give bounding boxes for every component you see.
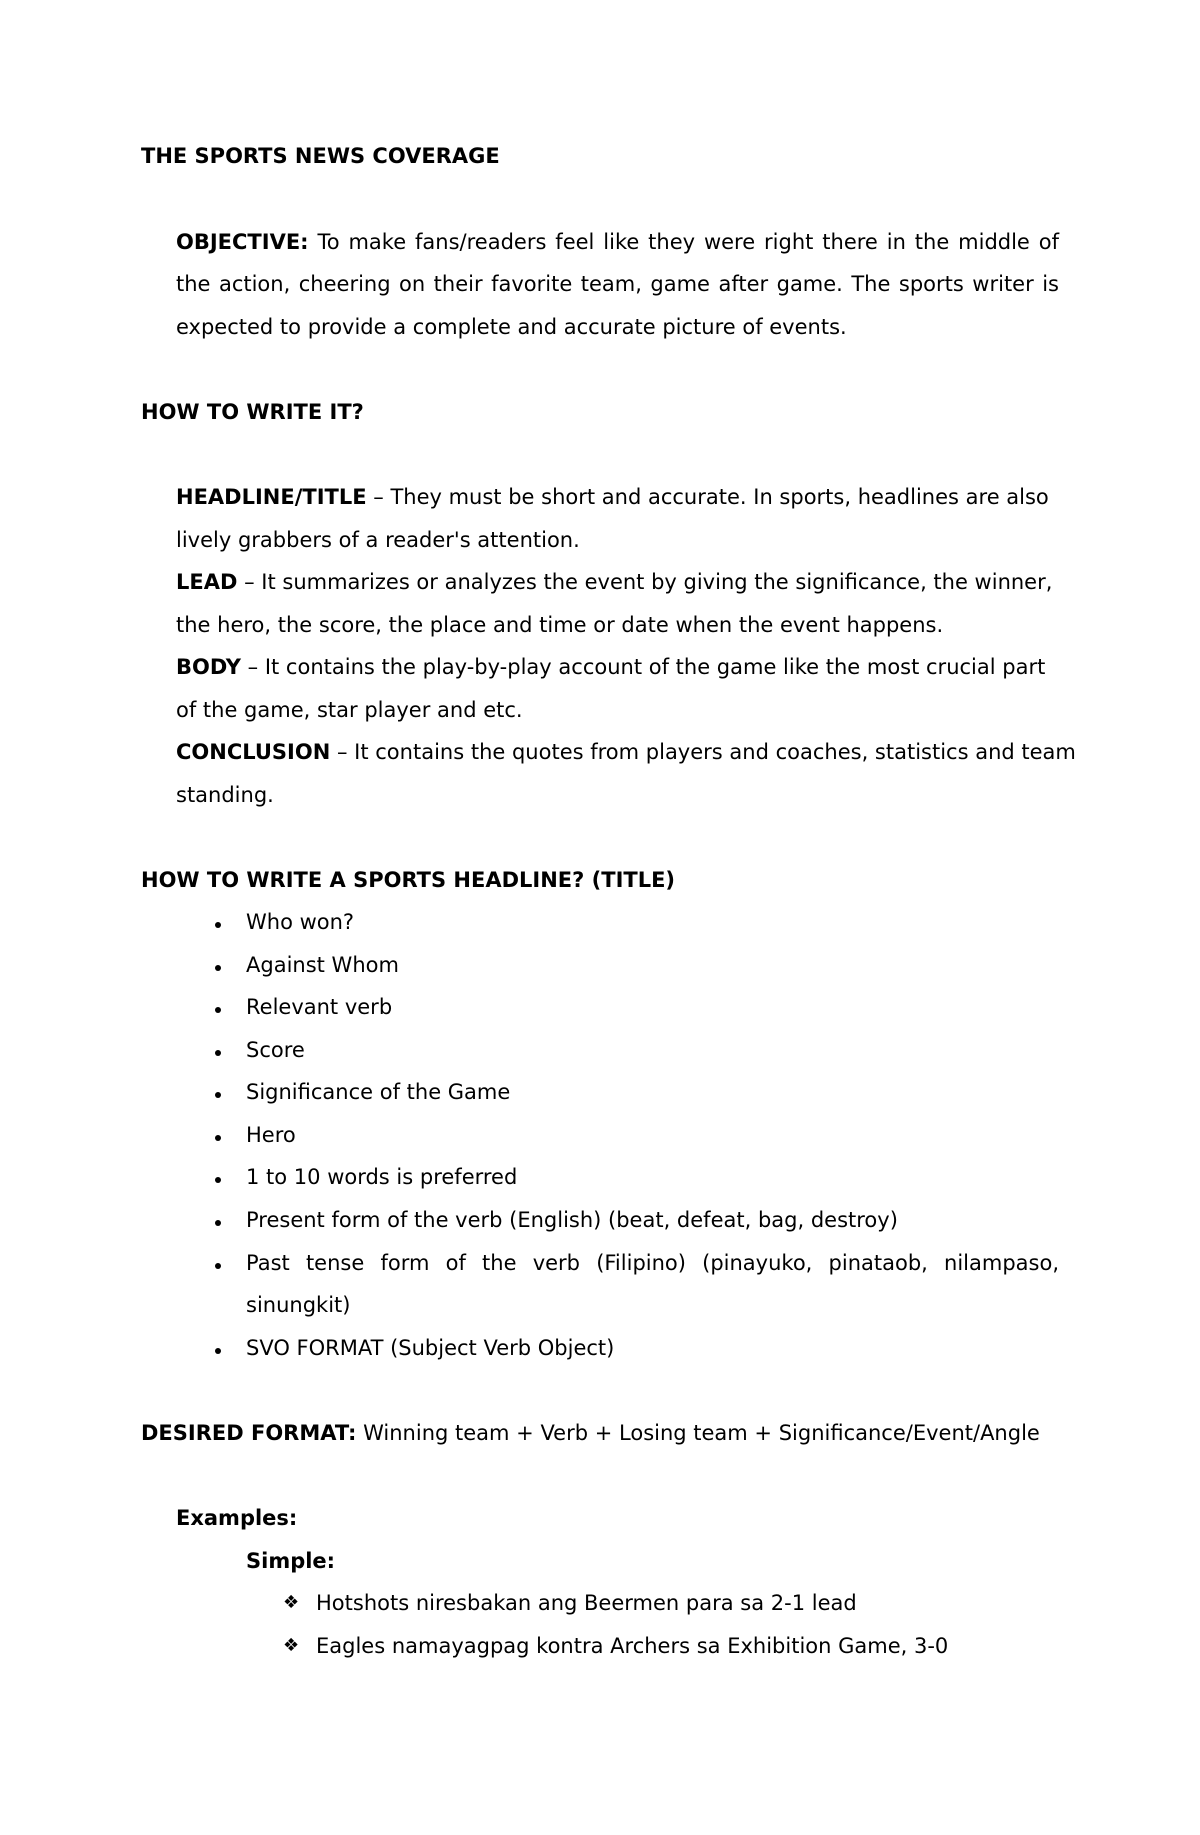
bullet-icon <box>215 1050 221 1056</box>
objective-text-1: To make fans/readers feel like they were right there in the middle of <box>317 230 1059 254</box>
simple-label: Simple: <box>246 1549 336 1573</box>
list-item: Against Whom <box>246 953 399 977</box>
conclusion-line-1 <box>176 738 1076 766</box>
bullet-icon <box>215 1092 221 1098</box>
headline-text-1: – They must be short and accurate. In sports, headlines are also <box>366 485 1049 509</box>
lead-line-2: the hero, the score, the place and time or date when the event happens. <box>176 613 944 637</box>
sports-headline-heading: HOW TO WRITE A SPORTS HEADLINE? (TITLE) <box>141 868 676 892</box>
bullet-icon <box>215 1177 221 1183</box>
how-to-write-heading: HOW TO WRITE IT? <box>141 400 364 424</box>
desired-format-line <box>141 1419 1040 1447</box>
objective-line-1 <box>176 228 1059 256</box>
examples-label: Examples: <box>176 1506 298 1530</box>
conclusion-line-2: standing. <box>176 783 274 807</box>
objective-label: OBJECTIVE: <box>176 230 309 254</box>
lead-line-1 <box>176 568 1052 596</box>
four-diamond-bullet-icon: ❖ <box>283 1635 300 1656</box>
document-title: THE SPORTS NEWS COVERAGE <box>141 144 500 168</box>
bullet-icon <box>215 922 221 928</box>
list-item: 1 to 10 words is preferred <box>246 1165 518 1189</box>
list-item-continuation: sinungkit) <box>246 1293 351 1317</box>
body-text-1: – It contains the play-by-play account of the game like the most crucial part <box>240 655 1046 679</box>
objective-line-2: the action, cheering on their favorite team, game after game. The sports writer is <box>176 272 1059 296</box>
four-diamond-bullet-icon: ❖ <box>283 1592 300 1613</box>
headline-label: HEADLINE/TITLE <box>176 485 367 509</box>
list-item: Significance of the Game <box>246 1080 511 1104</box>
headline-line-1 <box>176 483 1049 511</box>
desired-format-text: Winning team + Verb + Losing team + Significance/Event/Angle <box>356 1421 1040 1445</box>
desired-format-label: DESIRED FORMAT: <box>141 1421 357 1445</box>
list-item: Present form of the verb (English) (beat, defeat, bag, destroy) <box>246 1208 898 1232</box>
bullet-icon <box>215 1348 221 1354</box>
bullet-icon <box>215 1220 221 1226</box>
list-item: SVO FORMAT (Subject Verb Object) <box>246 1336 615 1360</box>
bullet-icon <box>215 1263 221 1269</box>
example-item: Hotshots niresbakan ang Beermen para sa 2-1 lead <box>316 1591 857 1615</box>
lead-text-1: – It summarizes or analyzes the event by giving the significance, the winner, <box>237 570 1053 594</box>
bullet-icon <box>215 1007 221 1013</box>
list-item: Score <box>246 1038 305 1062</box>
conclusion-text-1: – It contains the quotes from players and coaches, statistics and team <box>330 740 1076 764</box>
lead-label: LEAD <box>176 570 238 594</box>
body-line-1 <box>176 653 1045 681</box>
list-item: Past tense form of the verb (Filipino) (pinayuko, pinataob, nilampaso, <box>246 1251 1059 1275</box>
objective-line-3: expected to provide a complete and accurate picture of events. <box>176 315 847 339</box>
bullet-icon <box>215 965 221 971</box>
example-item: Eagles namayagpag kontra Archers sa Exhibition Game, 3-0 <box>316 1634 949 1658</box>
list-item: Who won? <box>246 910 355 934</box>
body-label: BODY <box>176 655 241 679</box>
body-line-2: of the game, star player and etc. <box>176 698 523 722</box>
bullet-icon <box>215 1135 221 1141</box>
list-item: Relevant verb <box>246 995 393 1019</box>
conclusion-label: CONCLUSION <box>176 740 331 764</box>
list-item: Hero <box>246 1123 296 1147</box>
headline-line-2: lively grabbers of a reader's attention. <box>176 528 580 552</box>
